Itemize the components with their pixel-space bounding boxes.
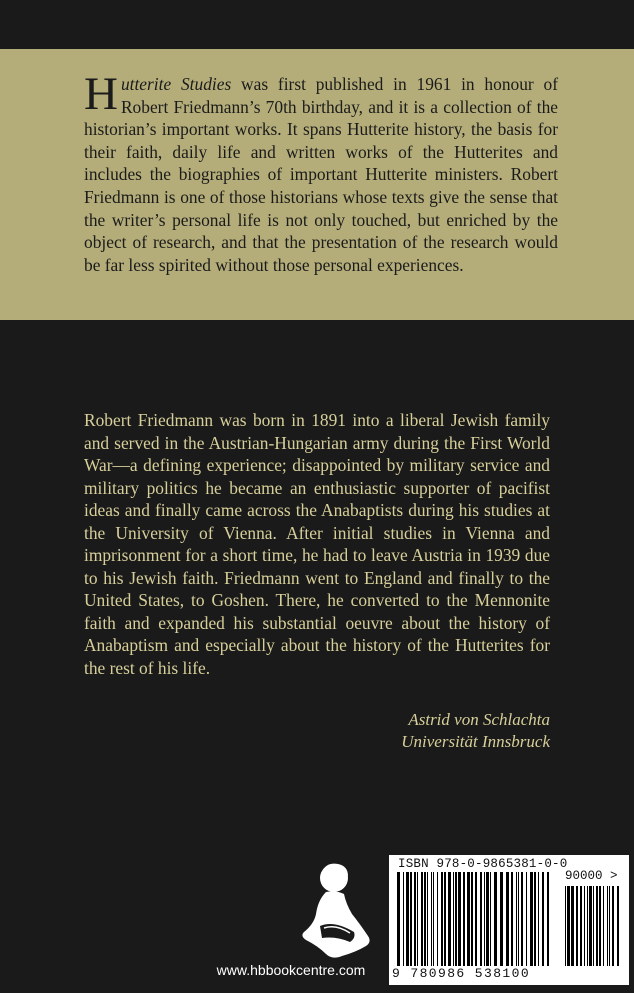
barcode-bar <box>511 872 513 966</box>
barcode-bar <box>414 872 416 966</box>
blurb-paragraph <box>84 68 558 276</box>
author-bio-paragraph: Robert Friedmann was born in 1891 into a liberal Jewish family and served in the Austrian-Hungarian army during the First World War—a defining experience; disappointed by military service and military politics he became an enthusiastic supporter of pacifist ideas and finally came across the Anabaptists during his studies at the University of Vienna. After initial studies in Vienna and imprisonment for a short time, he had to leave Austria in 1939 due to his Jewish faith. Friedmann went to England and finally to the United States, to Goshen. There, he converted to the Mennonite faith and expanded his substantial oeuvre about the history of Anabaptism and especially about the history of the Hutterites for the rest of his life. <box>84 410 550 678</box>
barcode-bar <box>471 872 473 966</box>
barcode-bar <box>530 872 533 966</box>
barcode-bar <box>607 886 608 966</box>
barcode-bar <box>427 872 428 966</box>
barcode-bar <box>441 872 443 966</box>
barcode-bar <box>593 886 594 966</box>
barcode-bar <box>467 872 470 966</box>
barcode-bar <box>397 872 400 966</box>
barcode-bar <box>589 886 592 966</box>
barcode-bar <box>599 886 601 966</box>
price-addon-barcode <box>565 886 625 980</box>
barcode-bar <box>596 886 598 966</box>
barcode-bar <box>431 872 432 966</box>
barcode-bar <box>421 872 423 966</box>
book-title: utterite Studies <box>120 74 232 94</box>
barcode-bar <box>584 886 585 966</box>
barcode-bar <box>406 872 409 966</box>
barcode-bar <box>565 886 566 966</box>
barcode-bar <box>484 872 485 966</box>
barcode-bar <box>475 872 477 966</box>
barcode-bar <box>490 872 491 966</box>
barcode-bar <box>417 872 418 966</box>
barcode-bar <box>547 872 549 966</box>
barcode-bar <box>518 872 519 966</box>
publisher-website: www.hbbookcentre.com <box>216 962 366 978</box>
drop-cap: H <box>84 68 118 120</box>
barcode-bar <box>609 886 610 966</box>
blurb-text: was first published in 1961 in honour of Robert Friedmann’s 70th birthday, and it is a collection of the historian’s important works. It spans Hutterite history, the basis for their faith, daily life and written works of the Hutterites and includes the biographies of important Hutterite ministers. Robert Friedmann is one of those historians whose texts give the sense that the writer’s personal life is not only touched, but enriched by the object of research, and that the presentation of the research would be far less spirited without those personal experiences. <box>84 74 558 275</box>
barcode-bar <box>458 872 461 966</box>
barcode-bar <box>480 872 482 966</box>
barcode-bar <box>617 886 619 966</box>
barcode-bar <box>403 872 404 966</box>
barcode-bar <box>580 886 582 966</box>
barcode-bar <box>516 872 517 966</box>
signature-name: Astrid von Schlachta <box>408 710 550 729</box>
barcode-bar <box>448 872 451 966</box>
barcode-bar <box>424 872 426 966</box>
barcode-bar <box>571 886 574 966</box>
barcode-bar <box>587 886 588 966</box>
ean-digits: 9 780986 538100 <box>392 966 531 981</box>
barcode-bar <box>453 872 454 966</box>
barcode-bar <box>538 872 539 966</box>
barcode-bar <box>542 872 544 966</box>
barcode-bar <box>437 872 438 966</box>
barcode-bar <box>433 872 434 966</box>
reading-child-silhouette-icon <box>296 862 374 960</box>
barcode-bar <box>521 872 523 966</box>
barcode-bar <box>494 872 497 966</box>
barcode-bar <box>486 872 489 966</box>
barcode-bar <box>410 872 412 966</box>
barcode-bar <box>444 872 446 966</box>
barcode-bar <box>526 872 527 966</box>
signature-affiliation: Universität Innsbruck <box>401 732 550 751</box>
barcode-bar <box>603 886 604 966</box>
price-code: 90000 > <box>565 869 618 883</box>
isbn-label: ISBN 978-0-9865381-0-0 <box>398 857 568 871</box>
barcode-bar <box>567 886 570 966</box>
barcode-bar <box>612 886 614 966</box>
barcode-bar <box>576 886 578 966</box>
barcode-bar <box>463 872 465 966</box>
barcode-bar <box>506 872 509 966</box>
barcode-bar <box>500 872 503 966</box>
barcode-bar <box>534 872 536 966</box>
signature-block <box>401 709 550 753</box>
barcode-bar <box>455 872 457 966</box>
isbn-barcode <box>397 872 553 966</box>
